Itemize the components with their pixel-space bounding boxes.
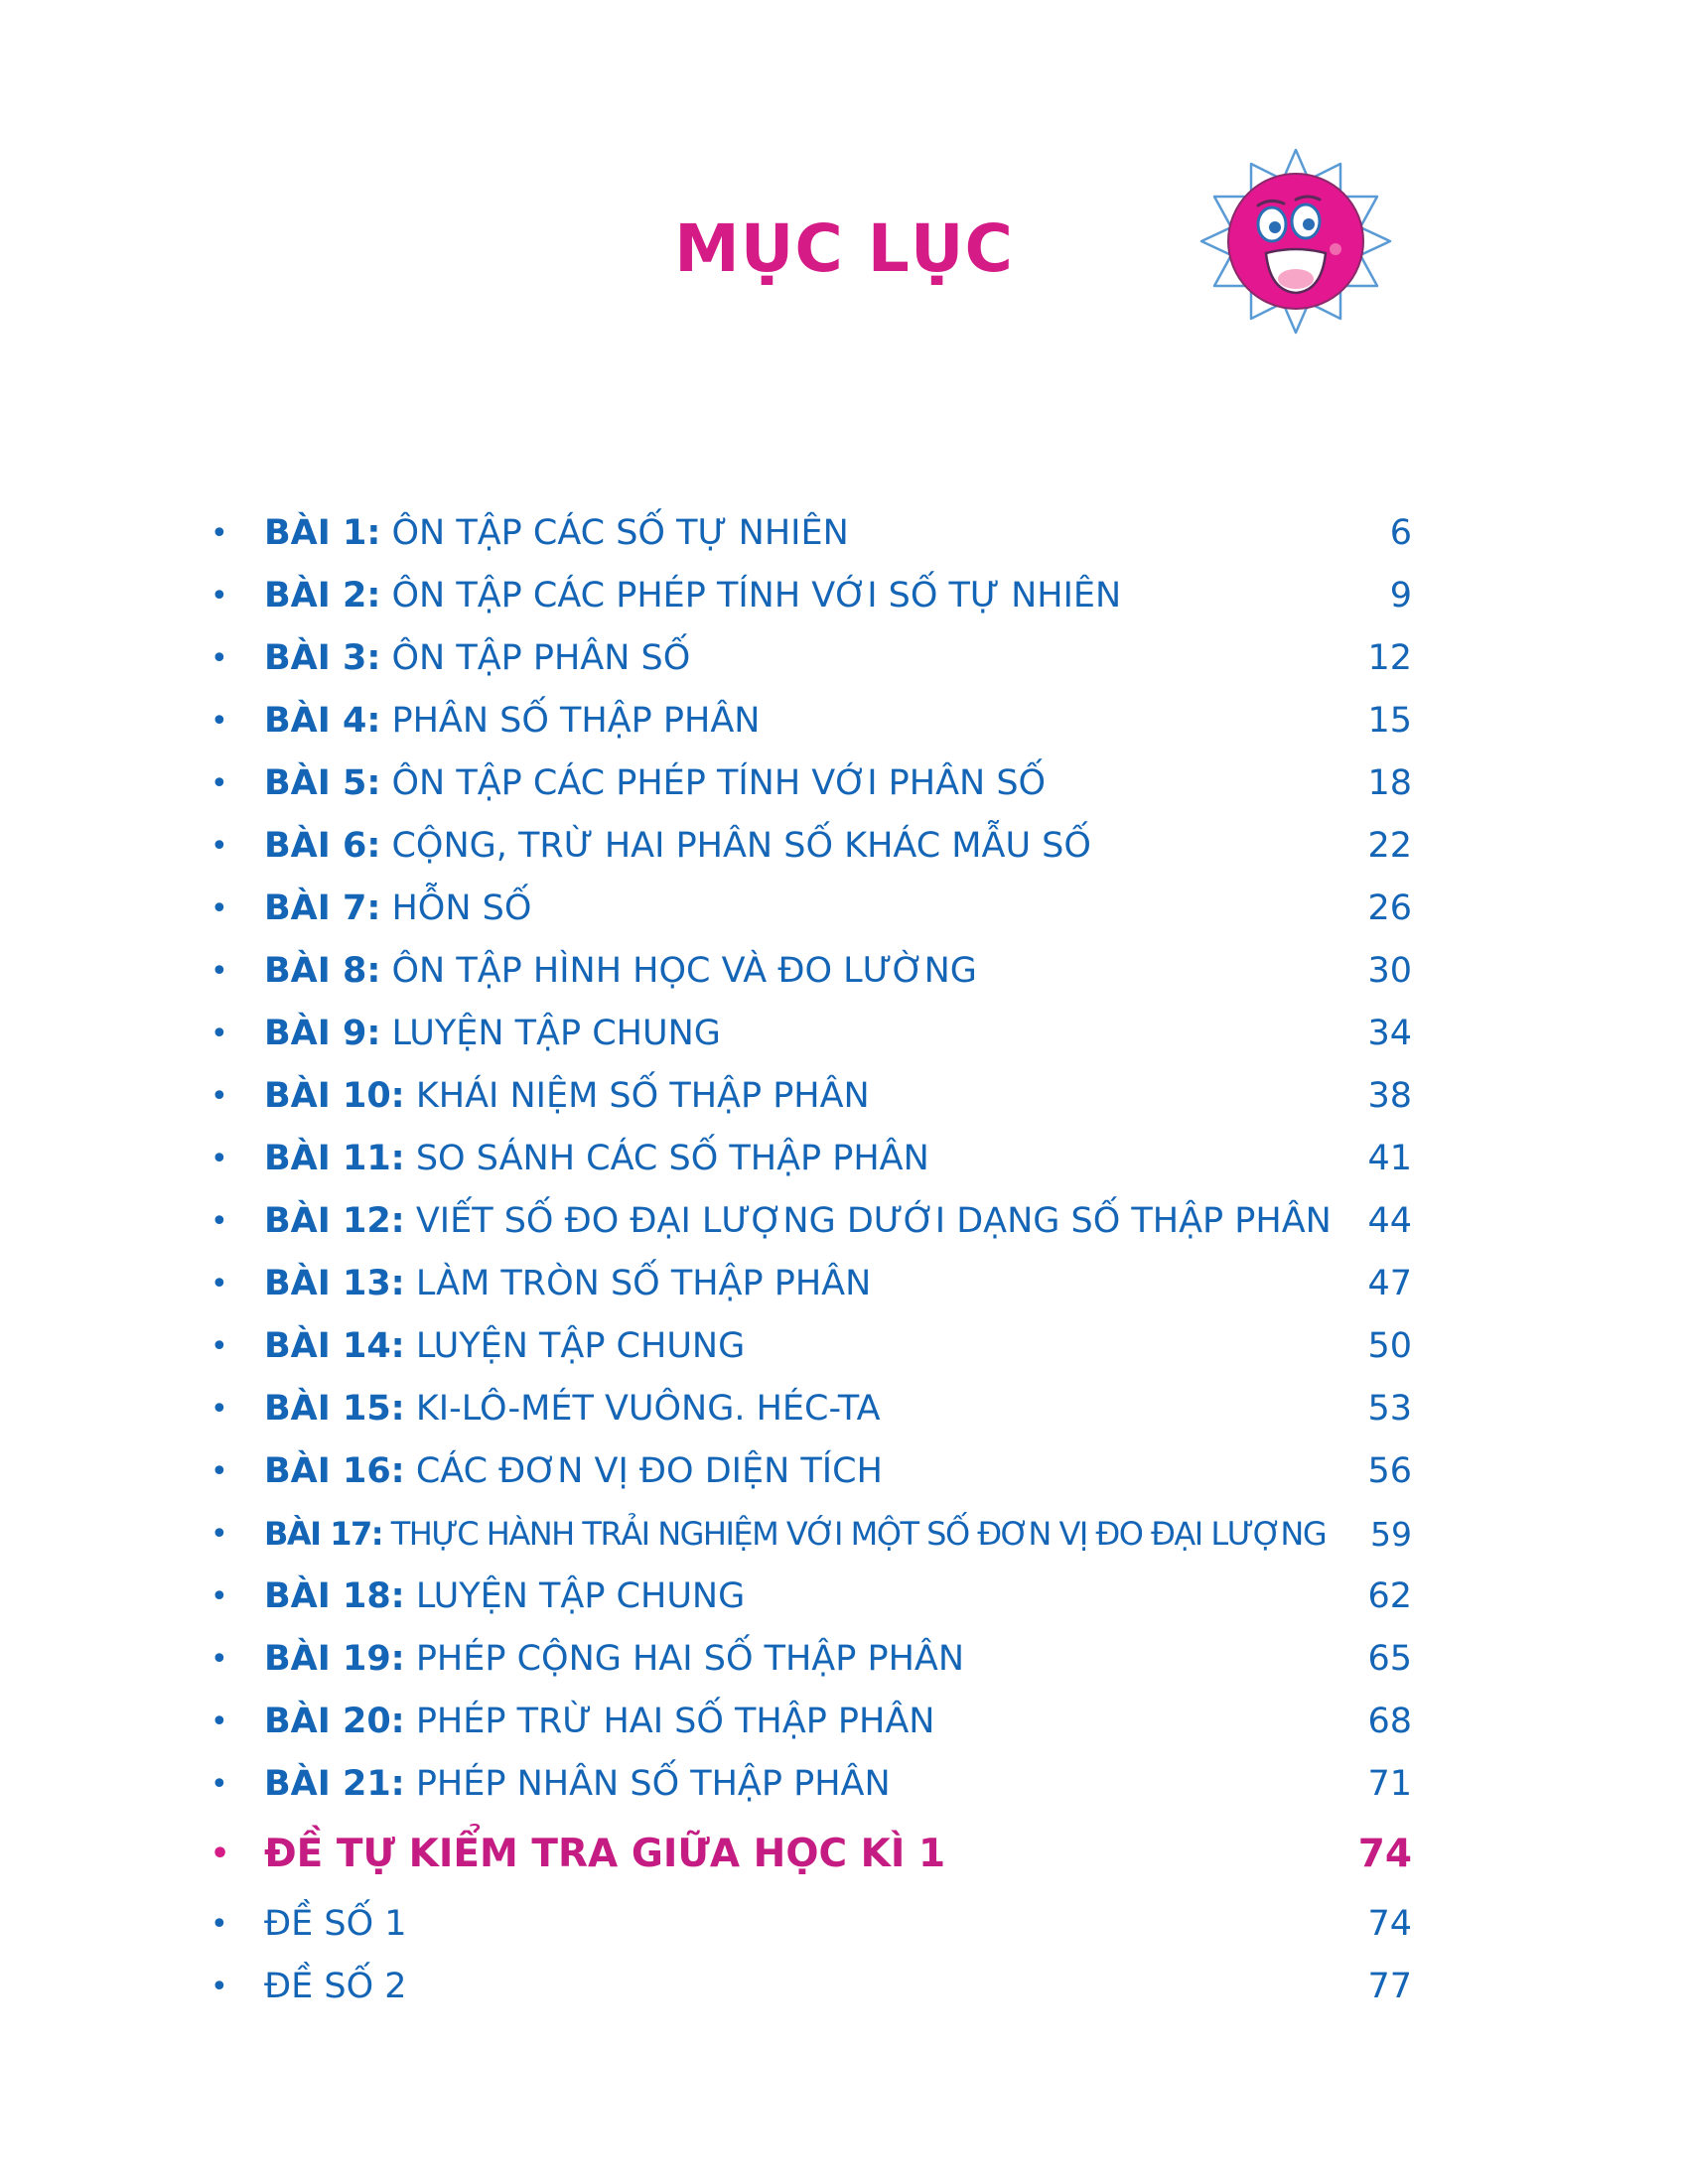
toc-entry — [264, 690, 760, 752]
page-number: 15 — [1367, 701, 1412, 741]
bullet-icon: • — [211, 766, 228, 801]
lesson-number: BÀI 17: — [264, 1515, 383, 1553]
toc-row-lesson-4[interactable] — [211, 690, 1412, 752]
lesson-number: BÀI 5: — [264, 763, 381, 803]
lesson-number: BÀI 9: — [264, 1014, 381, 1053]
lesson-title: PHÉP TRỪ HAI SỐ THẬP PHÂN — [415, 1702, 935, 1741]
page-number: 50 — [1367, 1326, 1412, 1366]
lesson-title: LUYỆN TẬP CHUNG — [391, 1014, 721, 1053]
toc-row-lesson-19[interactable] — [211, 1628, 1412, 1691]
page-number: 71 — [1367, 1764, 1412, 1804]
toc-row-lesson-21[interactable] — [211, 1753, 1412, 1816]
toc-entry — [264, 502, 849, 565]
lesson-number: BÀI 8: — [264, 951, 381, 991]
bullet-icon: • — [211, 516, 228, 551]
page-number: 65 — [1367, 1639, 1412, 1679]
lesson-title: ÔN TẬP CÁC SỐ TỰ NHIÊN — [391, 513, 849, 553]
toc-entry — [264, 565, 1121, 627]
toc-row-lesson-16[interactable] — [211, 1440, 1412, 1503]
lesson-number: BÀI 7: — [264, 888, 381, 928]
lesson-title: LÀM TRÒN SỐ THẬP PHÂN — [415, 1264, 872, 1303]
toc-entry — [264, 1253, 871, 1315]
toc-row-lesson-14[interactable] — [211, 1315, 1412, 1378]
bullet-icon: • — [211, 1204, 228, 1239]
lesson-number: BÀI 2: — [264, 576, 381, 615]
toc-row-lesson-13[interactable] — [211, 1253, 1412, 1315]
page-number: 68 — [1367, 1702, 1412, 1741]
page-number: 74 — [1357, 1832, 1412, 1876]
page-number: 34 — [1367, 1014, 1412, 1053]
toc-entry — [264, 1503, 1326, 1566]
lesson-title: SO SÁNH CÁC SỐ THẬP PHÂN — [415, 1139, 929, 1178]
left-pupil — [1269, 221, 1281, 233]
toc-row-lesson-3[interactable] — [211, 627, 1412, 690]
lesson-number: BÀI 4: — [264, 701, 381, 741]
lesson-title: HỖN SỐ — [391, 888, 532, 928]
bullet-icon: • — [211, 579, 228, 614]
bullet-icon: • — [211, 1767, 228, 1802]
bullet-icon: • — [211, 1837, 230, 1871]
table-of-contents — [211, 502, 1412, 2018]
bullet-icon: • — [211, 1454, 228, 1489]
lesson-title: KHÁI NIỆM SỐ THẬP PHÂN — [415, 1076, 870, 1116]
toc-row-lesson-18[interactable] — [211, 1566, 1412, 1628]
toc-row-lesson-20[interactable] — [211, 1691, 1412, 1753]
toc-entry — [264, 1566, 745, 1628]
toc-entry — [264, 1893, 407, 1956]
page-number: 47 — [1367, 1264, 1412, 1303]
lesson-title: VIẾT SỐ ĐO ĐẠI LƯỢNG DƯỚI DẠNG SỐ THẬP PHÂN — [415, 1201, 1332, 1241]
lesson-number: BÀI 11: — [264, 1139, 405, 1178]
toc-entry — [264, 1691, 934, 1753]
toc-row-lesson-11[interactable] — [211, 1128, 1412, 1190]
page-title: MỤC LỤC — [674, 210, 1014, 287]
lesson-number: BÀI 19: — [264, 1639, 405, 1679]
lesson-title: LUYỆN TẬP CHUNG — [415, 1576, 746, 1616]
toc-entry — [264, 1190, 1332, 1253]
lesson-title: LUYỆN TẬP CHUNG — [415, 1326, 746, 1366]
page-number: 74 — [1367, 1904, 1412, 1944]
toc-row-lesson-17[interactable] — [211, 1503, 1412, 1566]
lesson-number: BÀI 21: — [264, 1764, 405, 1804]
page-number: 18 — [1367, 763, 1412, 803]
page-number: 44 — [1367, 1201, 1412, 1241]
lesson-title: ÔN TẬP PHÂN SỐ — [391, 638, 691, 678]
toc-entry — [264, 815, 1091, 878]
toc-row-lesson-7[interactable] — [211, 878, 1412, 940]
test-title: ĐỀ SỐ 1 — [264, 1904, 407, 1944]
lesson-number: BÀI 15: — [264, 1389, 405, 1429]
lesson-title: THỰC HÀNH TRẢI NGHIỆM VỚI MỘT SỐ ĐƠN VỊ ĐO ĐẠI LƯỢNG — [390, 1515, 1327, 1553]
toc-row-midterm-section[interactable] — [211, 1816, 1412, 1893]
lesson-number: BÀI 10: — [264, 1076, 405, 1116]
lesson-title: ÔN TẬP HÌNH HỌC VÀ ĐO LƯỜNG — [391, 951, 977, 991]
bullet-icon: • — [211, 1970, 228, 2004]
lesson-number: BÀI 13: — [264, 1264, 405, 1303]
lesson-title: PHÉP CỘNG HAI SỐ THẬP PHÂN — [415, 1639, 965, 1679]
lesson-title: PHÂN SỐ THẬP PHÂN — [391, 701, 761, 741]
toc-row-lesson-6[interactable] — [211, 815, 1412, 878]
bullet-icon: • — [211, 1907, 228, 1942]
sun-face-icon — [1196, 142, 1395, 341]
bullet-icon: • — [211, 1705, 228, 1739]
toc-entry — [264, 878, 531, 940]
toc-row-lesson-15[interactable] — [211, 1378, 1412, 1440]
lesson-number: BÀI 1: — [264, 513, 381, 553]
section-title: ĐỀ TỰ KIỂM TRA GIỮA HỌC KÌ 1 — [264, 1832, 946, 1876]
lesson-number: BÀI 3: — [264, 638, 381, 678]
bullet-icon: • — [211, 829, 228, 864]
toc-entry — [264, 1003, 721, 1065]
bullet-icon: • — [211, 1267, 228, 1301]
lesson-title: CỘNG, TRỪ HAI PHÂN SỐ KHÁC MẪU SỐ — [391, 826, 1091, 866]
page-number: 30 — [1367, 951, 1412, 991]
cheek — [1330, 243, 1341, 255]
bullet-icon: • — [211, 1642, 228, 1677]
lesson-number: BÀI 16: — [264, 1451, 405, 1491]
toc-row-lesson-12[interactable] — [211, 1190, 1412, 1253]
toc-entry — [264, 1065, 870, 1128]
bullet-icon: • — [211, 891, 228, 926]
page-number: 77 — [1367, 1967, 1412, 2006]
right-pupil — [1303, 218, 1315, 230]
toc-row-lesson-2[interactable] — [211, 565, 1412, 627]
toc-entry — [264, 1628, 964, 1691]
page-number: 59 — [1370, 1515, 1412, 1554]
bullet-icon: • — [211, 1017, 228, 1051]
bullet-icon: • — [211, 954, 228, 989]
bullet-icon: • — [211, 641, 228, 676]
toc-entry — [264, 1753, 891, 1816]
bullet-icon: • — [211, 1579, 228, 1614]
test-title: ĐỀ SỐ 2 — [264, 1967, 407, 2006]
page-number: 41 — [1367, 1139, 1412, 1178]
page-number: 53 — [1367, 1389, 1412, 1429]
bullet-icon: • — [211, 1329, 228, 1364]
page-number: 56 — [1367, 1451, 1412, 1491]
toc-entry — [264, 1956, 407, 2018]
bullet-icon: • — [211, 704, 228, 739]
lesson-title: ÔN TẬP CÁC PHÉP TÍNH VỚI PHÂN SỐ — [391, 763, 1047, 803]
toc-entry — [264, 627, 690, 690]
page-number: 6 — [1389, 513, 1412, 553]
toc-row-lesson-1[interactable] — [211, 502, 1412, 565]
toc-entry — [264, 1378, 881, 1440]
toc-row-lesson-5[interactable] — [211, 752, 1412, 815]
lesson-number: BÀI 14: — [264, 1326, 405, 1366]
toc-row-lesson-9[interactable] — [211, 1003, 1412, 1065]
toc-row-lesson-10[interactable] — [211, 1065, 1412, 1128]
page-number: 62 — [1367, 1576, 1412, 1616]
lesson-number: BÀI 12: — [264, 1201, 405, 1241]
lesson-title: ÔN TẬP CÁC PHÉP TÍNH VỚI SỐ TỰ NHIÊN — [391, 576, 1122, 615]
page-number: 9 — [1389, 576, 1412, 615]
toc-row-lesson-8[interactable] — [211, 940, 1412, 1003]
toc-entry — [264, 1440, 883, 1503]
toc-entry — [264, 1128, 929, 1190]
page-number: 22 — [1367, 826, 1412, 866]
lesson-number: BÀI 18: — [264, 1576, 405, 1616]
bullet-icon: • — [211, 1142, 228, 1176]
bullet-icon: • — [211, 1517, 228, 1552]
lesson-number: BÀI 6: — [264, 826, 381, 866]
tongue — [1278, 269, 1314, 289]
toc-row-test-2[interactable] — [211, 1956, 1412, 2018]
toc-entry — [264, 940, 977, 1003]
page-number: 26 — [1367, 888, 1412, 928]
toc-entry — [264, 1816, 945, 1893]
lesson-number: BÀI 20: — [264, 1702, 405, 1741]
toc-row-test-1[interactable] — [211, 1893, 1412, 1956]
page-number: 38 — [1367, 1076, 1412, 1116]
lesson-title: PHÉP NHÂN SỐ THẬP PHÂN — [415, 1764, 891, 1804]
toc-entry — [264, 1315, 745, 1378]
bullet-icon: • — [211, 1079, 228, 1114]
lesson-title: KI-LÔ-MÉT VUÔNG. HÉC-TA — [415, 1389, 881, 1429]
lesson-title: CÁC ĐƠN VỊ ĐO DIỆN TÍCH — [415, 1451, 883, 1491]
toc-entry — [264, 752, 1046, 815]
bullet-icon: • — [211, 1392, 228, 1427]
page-number: 12 — [1367, 638, 1412, 678]
